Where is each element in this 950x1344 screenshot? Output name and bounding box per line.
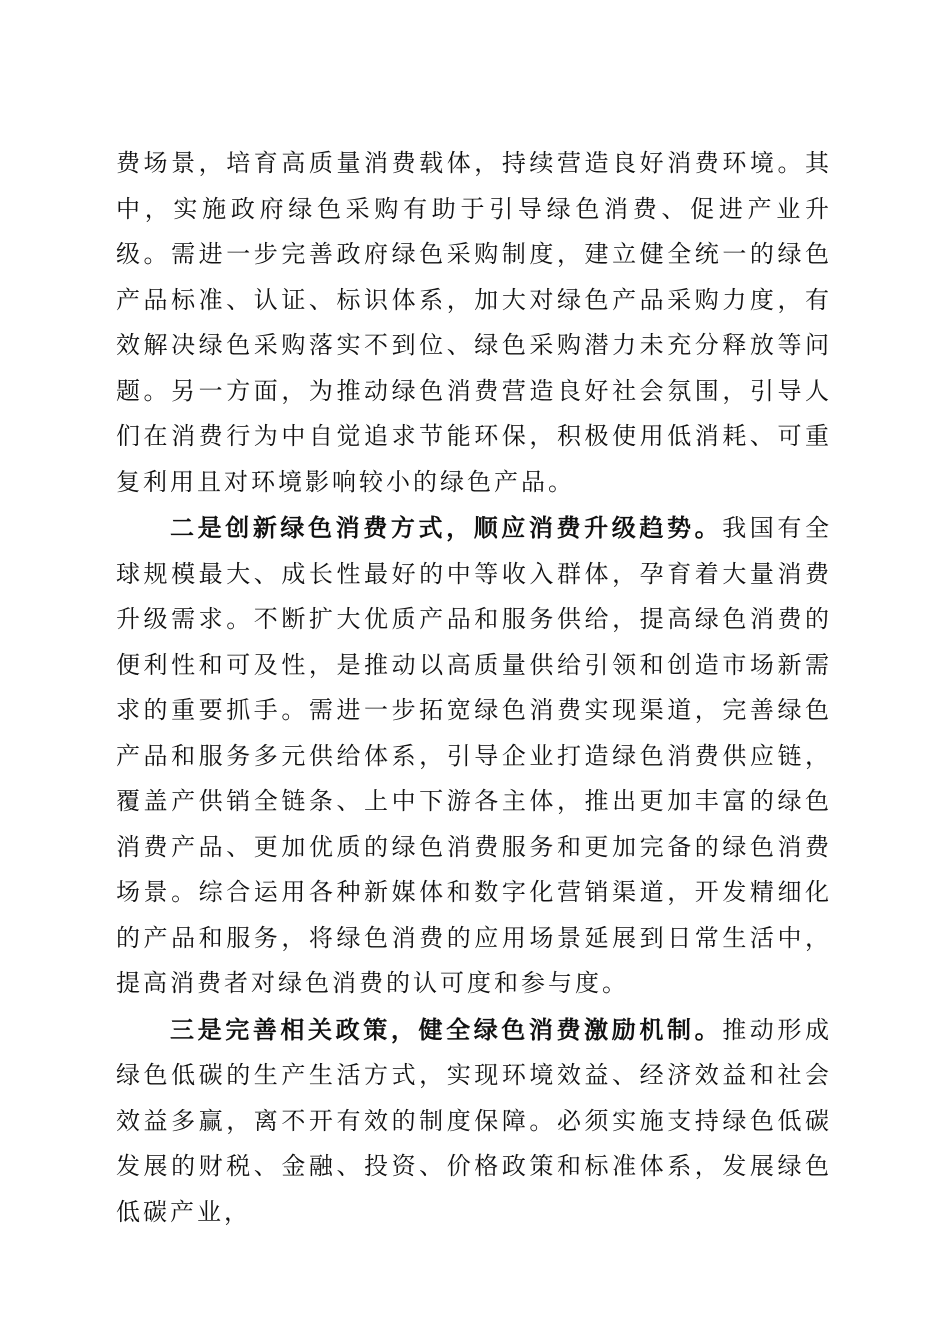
paragraph-2-text: 我国有全球规模最大、成长性最好的中等收入群体，孕育着大量消费升级需求。不断扩大优质产品和服务供给，提高绿色消费的便利性和可及性，是推动以高质量供给引领和创造市场新需求的重要抓手。需进一步拓宽绿色消费实现渠道，完善绿色产品和服务多元供给体系，引导企业打造绿色消费供应链，覆盖产供销全链条、上中下游各主体，推出更加丰富的绿色消费产品、更加优质的绿色消费服务和更加完备的绿色消费场景。综合运用各种新媒体和数字化营销渠道，开发精细化的产品和服务，将绿色消费的应用场景延展到日常生活中，提高消费者对绿色消费的认可度和参与度。 — [116, 514, 833, 997]
paragraph-1 — [116, 141, 832, 505]
paragraph-1-text: 费场景，培育高质量消费载体，持续营造良好消费环境。其中，实施政府绿色采购有助于引导绿色消费、促进产业升级。需进一步完善政府绿色采购制度，建立健全统一的绿色产品标准、认证、标识体系，加大对绿色产品采购力度，有效解决绿色采购落实不到位、绿色采购潜力未充分释放等问题。另一方面，为推动绿色消费营造良好社会氛围，引导人们在消费行为中自觉追求节能环保，积极使用低消耗、可重复利用且对环境影响较小的绿色产品。 — [116, 149, 832, 496]
paragraph-3-lead: 三是完善相关政策，健全绿色消费激励机制。 — [170, 1014, 723, 1044]
paragraph-2-lead: 二是创新绿色消费方式，顺应消费升级趋势。 — [170, 513, 723, 542]
paragraph-3 — [116, 1007, 832, 1236]
document-body — [116, 141, 832, 1235]
paragraph-2 — [116, 505, 832, 1007]
paragraph-3-text: 推动形成绿色低碳的生产生活方式，实现环境效益、经济效益和社会效益多赢，离不开有效的制度保障。必须实施支持绿色低碳发展的财税、金融、投资、价格政策和标准体系，发展绿色低碳产业， — [116, 1015, 833, 1226]
